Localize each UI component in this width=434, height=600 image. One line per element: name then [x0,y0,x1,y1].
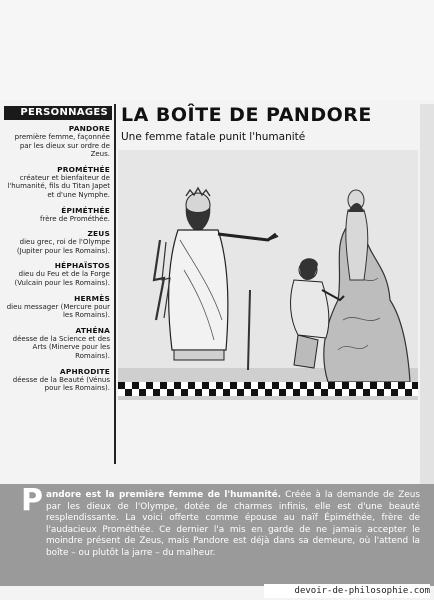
character-description: dieu du Feu et de la Forge (Vulcain pour les Romains). [14,270,110,287]
article-subtitle: Une femme fatale punit l'humanité [121,131,306,143]
site-watermark: devoir-de-philosophie.com [264,584,430,598]
character-name: ÉPIMÉTHÉE [61,205,110,215]
character-entry [4,124,110,159]
character-entry [4,229,110,255]
intro-body: Créée à la demande de Zeus par les dieux de l'Olympe, dotée de charmes infinis, elle est d'une beauté resplendissante. La voici offerte comme épouse au naïf Épiméthée, frère de l'audacieux Prométhée. Ce dernier l'a mis en garde de ne jamais accepter le moindre présent de Zeus, mais Pandore est déjà dans sa demeure, où l'attend la boîte – ou plutôt la jarre – du malheur. [46,490,420,558]
personnages-list [4,124,112,399]
character-description: dieu grec, roi de l'Olympe (Jupiter pour les Romains). [16,238,110,255]
character-name: HERMÈS [74,293,110,303]
character-entry [4,206,110,224]
checkered-border [118,382,418,396]
character-entry [4,261,110,287]
character-entry [4,367,110,393]
column-divider [114,104,116,464]
intro-lead: andore est la première femme de l'humanité. [46,490,282,500]
character-name: PANDORE [68,124,110,133]
character-entry [4,165,110,200]
character-name: ZEUS [87,229,110,239]
character-description: déesse de la Science et des Arts (Minerve pour les Romains). [12,334,110,360]
illustration-zeus-pandora [118,150,418,400]
character-entry [4,294,110,320]
character-description: première femme, façonnée par les dieux sur ordre de Zeus. [14,133,110,159]
drop-cap: P [21,483,43,518]
intro-paragraph [46,490,420,560]
character-description: dieu messager (Mercure pour les Romains). [6,302,110,320]
top-margin [0,0,434,100]
character-name: ATHÉNA [75,325,110,335]
personnages-header: PERSONNAGES [4,106,112,120]
character-description: déesse de la Beauté (Vénus pour les Romains). [12,375,110,393]
character-description: créateur et bienfaiteur de l'humanité, fils du Titan Japet et d'une Nymphe. [7,173,110,199]
character-entry [4,326,110,361]
character-description: frère de Prométhée. [40,214,110,223]
character-name: APHRODITE [59,366,110,376]
character-name: PROMÉTHÉE [57,164,110,174]
character-name: HÉPHAÏSTOS [54,261,110,271]
article-title: LA BOÎTE DE PANDORE [121,104,372,126]
